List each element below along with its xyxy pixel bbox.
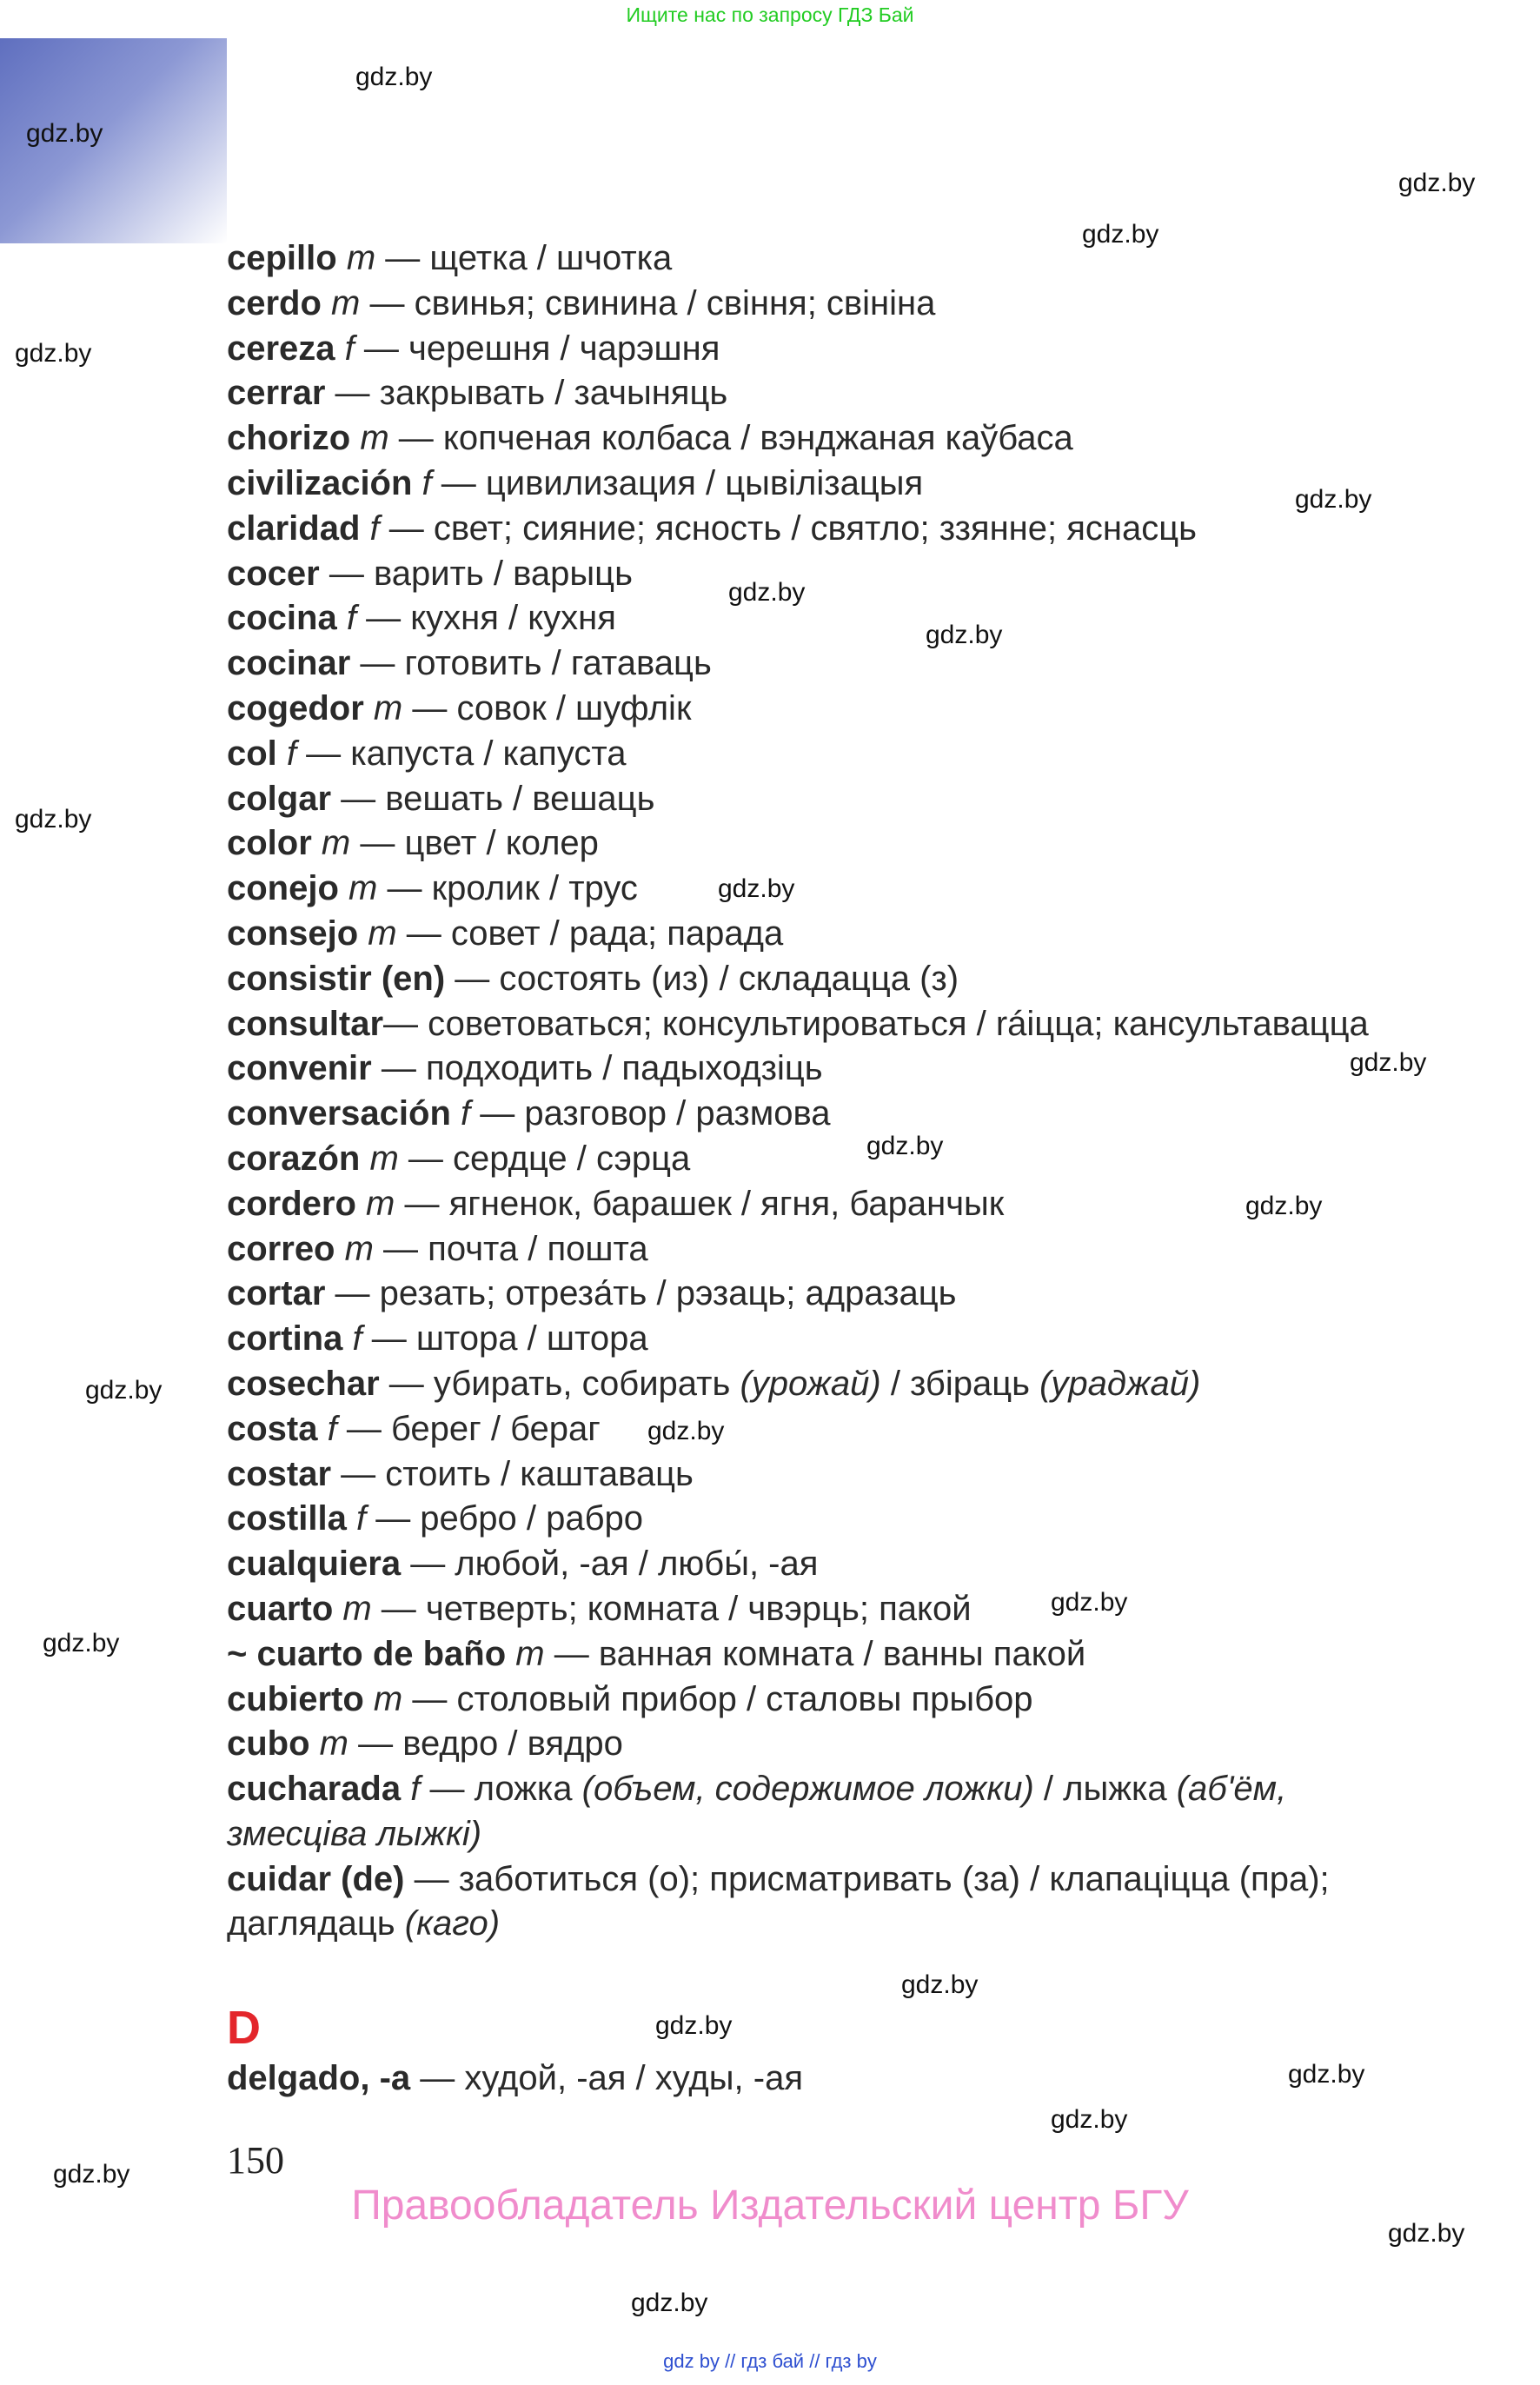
italic-note: m <box>319 1724 348 1764</box>
translation: — ребро / рабро <box>366 1499 643 1538</box>
dictionary-entry-line <box>227 1227 1444 1272</box>
headword: correo <box>227 1229 345 1268</box>
dictionary-entry-line <box>227 687 1444 732</box>
italic-note: f <box>410 1770 421 1809</box>
watermark: gdz.by <box>866 1132 944 1160</box>
italic-note: m <box>369 1139 399 1178</box>
watermark: gdz.by <box>647 1417 725 1445</box>
watermark: gdz.by <box>355 63 433 91</box>
translation: — варить / варыць <box>319 554 633 593</box>
watermark: gdz.by <box>926 621 1003 649</box>
headword: cubierto <box>227 1679 374 1718</box>
translation: / лыжка <box>1033 1770 1177 1809</box>
headword: cocina <box>227 599 347 638</box>
translation: — столовый прибор / сталовы прыбор <box>402 1679 1033 1718</box>
italic-note: f <box>327 1409 337 1448</box>
dictionary-entry-line <box>227 1046 1444 1092</box>
dictionary-entry-line <box>227 1767 1444 1812</box>
watermark: gdz.by <box>15 339 92 368</box>
dictionary-entry-line <box>227 462 1444 507</box>
headword: costilla <box>227 1499 356 1538</box>
translation: — закрывать / зачыняць <box>325 374 728 413</box>
dictionary-entry-line <box>227 1722 1444 1767</box>
headword: cortar <box>227 1274 326 1313</box>
headword: cualquiera <box>227 1545 402 1584</box>
headword: cuarto <box>227 1589 343 1628</box>
dictionary-entry-line <box>227 821 1444 867</box>
translation: — худой, -ая / худы, -ая <box>410 2059 803 2097</box>
headword: chorizo <box>227 419 361 458</box>
headword: cereza <box>227 329 345 368</box>
italic-note: f <box>355 1499 367 1538</box>
translation: — ягненок, барашек / ягня, баранчык <box>395 1184 1005 1223</box>
translation: — почта / пошта <box>373 1229 648 1268</box>
watermark: gdz.by <box>1398 169 1476 197</box>
translation: — штора / штора <box>362 1319 648 1359</box>
watermark: gdz.by <box>631 2289 708 2317</box>
italic-note: f <box>346 599 356 638</box>
dictionary-entry-line <box>227 1317 1444 1362</box>
italic-note: f <box>344 329 355 368</box>
italic-note: (ураджай) <box>1039 1364 1201 1403</box>
italic-note: f <box>286 734 297 773</box>
headword: consistir (en) <box>227 959 446 998</box>
headword: cortina <box>227 1319 353 1359</box>
italic-note: m <box>346 239 376 277</box>
headword: cuidar (de) <box>227 1859 405 1898</box>
translation: — стоить / каштаваць <box>331 1454 694 1493</box>
search-hint-banner: Ищите нас по запросу ГДЗ Бай <box>626 3 914 26</box>
watermark: gdz.by <box>26 119 103 148</box>
dictionary-entry-line <box>227 912 1444 957</box>
italic-note: m <box>342 1589 372 1628</box>
headword: corazón <box>227 1139 370 1178</box>
headword: delgado, -a <box>227 2059 411 2097</box>
translation: — свет; сияние; ясность / святло; ззянне; яснасць <box>379 508 1197 548</box>
italic-note: m <box>321 824 351 863</box>
dictionary-entry-line <box>227 552 1444 597</box>
translation: / збіраць <box>880 1364 1040 1403</box>
headword: cosechar <box>227 1364 380 1403</box>
watermark: gdz.by <box>1051 1588 1128 1617</box>
translation: — капуста / капуста <box>296 734 627 773</box>
italic-note: (каго) <box>404 1904 501 1943</box>
translation: — берег / бераг <box>336 1409 601 1448</box>
translation: — совет / рада; парада <box>396 913 784 953</box>
dictionary-entry-line <box>227 1812 1444 1857</box>
translation: даглядаць <box>227 1904 405 1943</box>
dictionary-entry-line <box>227 867 1444 912</box>
translation: — резать; отреза́ть / рэзаць; адразаць <box>325 1274 957 1313</box>
headword: cucharada <box>227 1770 411 1809</box>
dictionary-entry-line <box>227 641 1444 687</box>
dictionary-entry-line <box>227 1587 1444 1632</box>
page-number: 150 <box>227 2139 284 2182</box>
translation: — щетка / шчотка <box>375 239 673 277</box>
italic-note: m <box>515 1634 545 1673</box>
translation: — черешня / чарэшня <box>354 329 720 368</box>
italic-note: m <box>360 419 389 458</box>
translation: — убирать, собирать <box>379 1364 740 1403</box>
watermark: gdz.by <box>1051 2105 1128 2134</box>
watermark: gdz.by <box>1082 220 1159 249</box>
dictionary-entry-line <box>227 1497 1444 1542</box>
headword: cogedor <box>227 688 374 727</box>
dictionary-entry-line <box>227 1677 1444 1723</box>
translation: — ложка <box>420 1770 582 1809</box>
headword: cubo <box>227 1724 320 1764</box>
dictionary-entry-line <box>227 1407 1444 1452</box>
translation: — подходить / падыходзіць <box>371 1049 823 1088</box>
dictionary-entry-line <box>227 596 1444 641</box>
italic-note: (урожай) <box>740 1364 881 1403</box>
italic-note: f <box>352 1319 362 1359</box>
dictionary-entry-line <box>227 1137 1444 1182</box>
italic-note: f <box>369 508 380 548</box>
dictionary-entry-line <box>227 957 1444 1002</box>
translation: — любой, -ая / любы́, -ая <box>401 1545 819 1584</box>
headword: cerdo <box>227 283 332 322</box>
italic-note: m <box>348 869 378 908</box>
translation: — ванная комната / ванны пакой <box>544 1634 1086 1673</box>
italic-note: (объем, содержимое ложки) <box>581 1770 1034 1809</box>
dictionary-entry-line <box>227 1632 1444 1677</box>
translation: — цивилизация / цывілізацыя <box>431 463 924 502</box>
translation: — кухня / кухня <box>355 599 616 638</box>
watermark: gdz.by <box>15 805 92 834</box>
translation: — состоять (из) / складацца (з) <box>445 959 959 998</box>
italic-note: f <box>461 1094 471 1133</box>
translation: — заботиться (о); присматривать (за) / клапаціцца (пра); <box>404 1859 1330 1898</box>
dictionary-entry-line <box>227 1902 1444 1947</box>
headword: ~ cuarto de baño <box>227 1634 516 1673</box>
dictionary-entry-line <box>227 1362 1444 1407</box>
dictionary-entry-line <box>227 282 1444 327</box>
translation: — четверть; комната / чвэрць; пакой <box>371 1589 972 1628</box>
translation: — сердце / сэрца <box>398 1139 691 1178</box>
headword: cordero <box>227 1184 367 1223</box>
italic-note: m <box>368 913 397 953</box>
translation: — ведро / вядро <box>348 1724 623 1764</box>
watermark: gdz.by <box>718 874 795 903</box>
dictionary-entry-line <box>227 1272 1444 1317</box>
dictionary-entry-line <box>227 416 1444 462</box>
section-d-entries <box>227 2056 1444 2102</box>
bottom-site-links[interactable]: gdz by // гдз бай // гдз by <box>663 2350 877 2372</box>
dictionary-entry-line <box>227 732 1444 777</box>
watermark: gdz.by <box>53 2160 130 2189</box>
watermark: gdz.by <box>655 2011 733 2040</box>
headword: cocer <box>227 554 320 593</box>
section-letter: D <box>227 2002 261 2054</box>
dictionary-entry-line <box>227 2056 1444 2102</box>
italic-note: m <box>373 688 403 727</box>
watermark: gdz.by <box>1288 2060 1365 2089</box>
dictionary-entry-line <box>227 1002 1444 1047</box>
translation: — вешать / вешаць <box>331 779 655 818</box>
italic-note: m <box>331 283 361 322</box>
dictionary-entry-line <box>227 1542 1444 1587</box>
watermark: gdz.by <box>1350 1048 1427 1077</box>
headword: conejo <box>227 869 349 908</box>
watermark: gdz.by <box>728 578 806 607</box>
dictionary-entry-line <box>227 1452 1444 1498</box>
translation: — готовить / гатаваць <box>350 644 712 683</box>
headword: cepillo <box>227 239 347 277</box>
headword: costar <box>227 1454 332 1493</box>
watermark: gdz.by <box>85 1376 163 1405</box>
translation: — советоваться; консультироваться / ráіцца; кансультавацца <box>383 1004 1369 1043</box>
headword: cerrar <box>227 374 326 413</box>
watermark: gdz.by <box>901 1970 979 1999</box>
headword: convenir <box>227 1049 372 1088</box>
headword: consejo <box>227 913 368 953</box>
italic-note: m <box>366 1184 395 1223</box>
copyright-holder: Правообладатель Издательский центр БГУ <box>351 2182 1189 2229</box>
italic-note: (аб'ём, <box>1176 1770 1287 1809</box>
dictionary-entries <box>227 236 1444 1947</box>
headword: consultar <box>227 1004 384 1043</box>
headword: colgar <box>227 779 332 818</box>
headword: conversación <box>227 1094 461 1133</box>
dictionary-entry-line <box>227 1857 1444 1903</box>
headword: civilización <box>227 463 422 502</box>
dictionary-entry-line <box>227 777 1444 822</box>
italic-note: m <box>373 1679 403 1718</box>
translation: — копченая колбаса / вэнджаная каўбаса <box>388 419 1073 458</box>
watermark: gdz.by <box>43 1629 120 1658</box>
watermark: gdz.by <box>1295 485 1372 514</box>
dictionary-entry-line <box>227 371 1444 416</box>
italic-note: змесціва лыжкі) <box>227 1814 482 1853</box>
dictionary-entry-line <box>227 236 1444 282</box>
headword: color <box>227 824 322 863</box>
watermark: gdz.by <box>1388 2219 1465 2248</box>
italic-note: f <box>422 463 432 502</box>
translation: — разговор / размова <box>470 1094 831 1133</box>
translation: — цвет / колер <box>350 824 599 863</box>
dictionary-entry-line <box>227 1092 1444 1137</box>
translation: — кролик / трус <box>377 869 638 908</box>
translation: — свинья; свинина / свіння; свініна <box>360 283 936 322</box>
dictionary-entry-line <box>227 327 1444 372</box>
headword: cocinar <box>227 644 351 683</box>
headword: col <box>227 734 287 773</box>
headword: claridad <box>227 508 370 548</box>
italic-note: m <box>344 1229 374 1268</box>
dictionary-entry-line <box>227 507 1444 552</box>
headword: costa <box>227 1409 328 1448</box>
watermark: gdz.by <box>1245 1192 1323 1220</box>
translation: — совок / шуфлік <box>402 688 692 727</box>
